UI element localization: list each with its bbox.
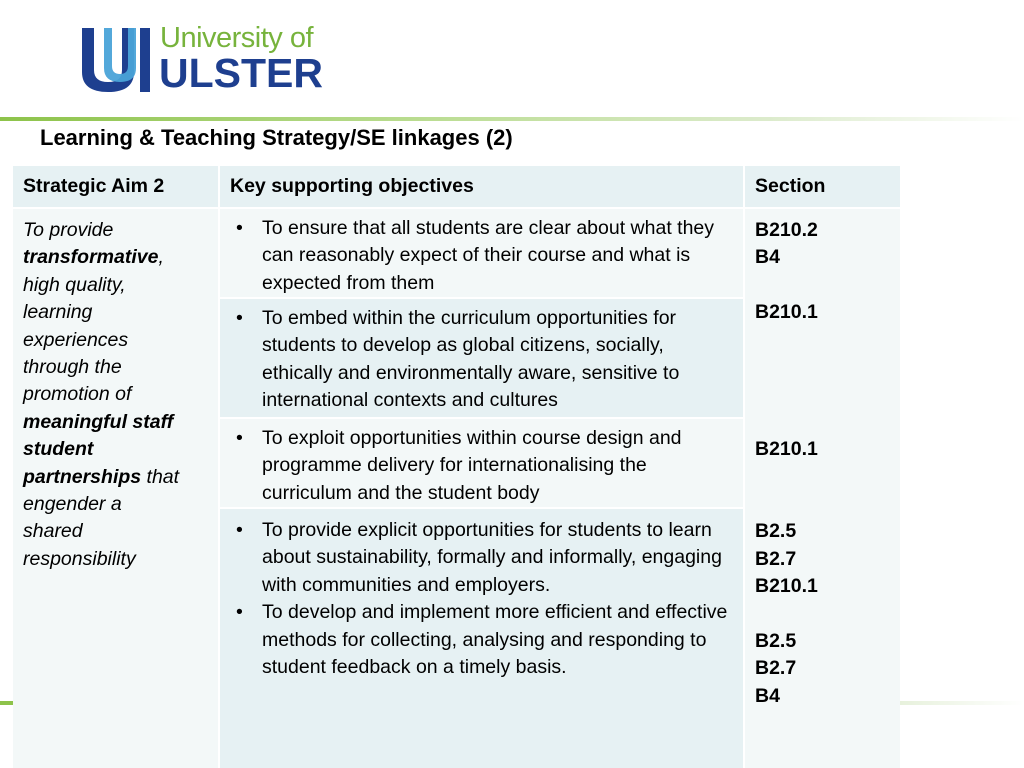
section-spacer [755, 600, 890, 627]
aim-line: experiences [23, 328, 129, 351]
objective-text: To ensure that all students are clear about what they can reasonably expect of their course and what is expected from them [262, 217, 715, 294]
objective-text: To provide explicit opportunities for students to learn about sustainability, formally and informally, engaging with communities and employers. [262, 519, 722, 596]
section-spacer [755, 381, 890, 408]
section-spacer [755, 491, 890, 518]
aim-line: high quality, [23, 273, 126, 296]
section-ref: B210.1 [755, 575, 818, 598]
aim-emphasis: partnerships [23, 465, 142, 488]
aim-emphasis: meaningful staff [23, 410, 174, 433]
section-spacer [755, 327, 890, 354]
section-ref: B2.5 [755, 629, 797, 652]
objective-item [230, 425, 733, 507]
section-spacer [755, 464, 890, 491]
section-spacer [755, 272, 890, 299]
objective-item [230, 517, 733, 599]
bullet-icon: • [236, 307, 243, 329]
strategic-aim-cell [13, 209, 218, 768]
objective-cell [220, 209, 743, 297]
section-ref: B210.1 [755, 438, 818, 461]
bullet-icon: • [236, 601, 243, 624]
aim-line: shared [23, 520, 83, 543]
aim-line: To provide [23, 219, 114, 241]
bullet-icon: • [236, 217, 243, 239]
section-ref: B4 [755, 684, 780, 707]
aim-text: , [158, 246, 164, 269]
aim-line: promotion of [23, 383, 132, 406]
section-spacer [755, 354, 890, 381]
aim-text: that [141, 465, 180, 488]
aim-emphasis: student [23, 438, 94, 461]
section-ref: B2.5 [755, 520, 797, 543]
bullet-icon: • [236, 427, 243, 449]
objective-text: To develop and implement more efficient and effective methods for collecting, analysing and responding to student feedback on a timely basis. [262, 601, 728, 679]
objective-cell [220, 509, 743, 768]
section-ref: B2.7 [755, 657, 797, 680]
footer-divider-right [900, 701, 1024, 705]
footer-divider-left [0, 701, 13, 705]
section-ref: B2.7 [755, 547, 797, 570]
column-header-section: Section [745, 166, 900, 207]
linkages-table [13, 166, 900, 768]
section-ref: B4 [755, 246, 780, 269]
aim-line: engender a [23, 492, 122, 515]
section-spacer [755, 409, 890, 436]
objective-cell [220, 299, 743, 417]
header-divider [0, 117, 1024, 121]
section-ref: B210.2 [755, 219, 818, 241]
section-cell [745, 209, 900, 768]
objective-text: To embed within the curriculum opportunities for students to develop as global citizens, socially, ethically and environmentally aware, sensitive to international contexts and cultures [262, 307, 680, 412]
aim-emphasis: transformative [23, 246, 159, 269]
slide-title: Learning & Teaching Strategy/SE linkages (2) [40, 125, 513, 150]
bullet-icon: • [236, 519, 243, 541]
aim-line [23, 244, 208, 271]
column-header-strategic-aim: Strategic Aim 2 [13, 166, 218, 207]
section-ref: B210.1 [755, 301, 818, 324]
aim-line: responsibility [23, 547, 136, 570]
objective-item [230, 305, 733, 415]
aim-line: through the [23, 355, 122, 378]
aim-line: learning [23, 301, 93, 324]
column-header-objectives: Key supporting objectives [220, 166, 743, 207]
objective-text: To exploit opportunities within course design and programme delivery for internationalising the curriculum and the student body [262, 427, 682, 504]
aim-line [23, 464, 208, 491]
university-logo-mark-icon [80, 26, 160, 94]
logo-ulster-text: ULSTER [159, 50, 323, 96]
objective-item [230, 215, 733, 297]
logo-university-text: University of [160, 22, 314, 54]
objective-cell [220, 419, 743, 507]
objective-item [230, 599, 733, 681]
